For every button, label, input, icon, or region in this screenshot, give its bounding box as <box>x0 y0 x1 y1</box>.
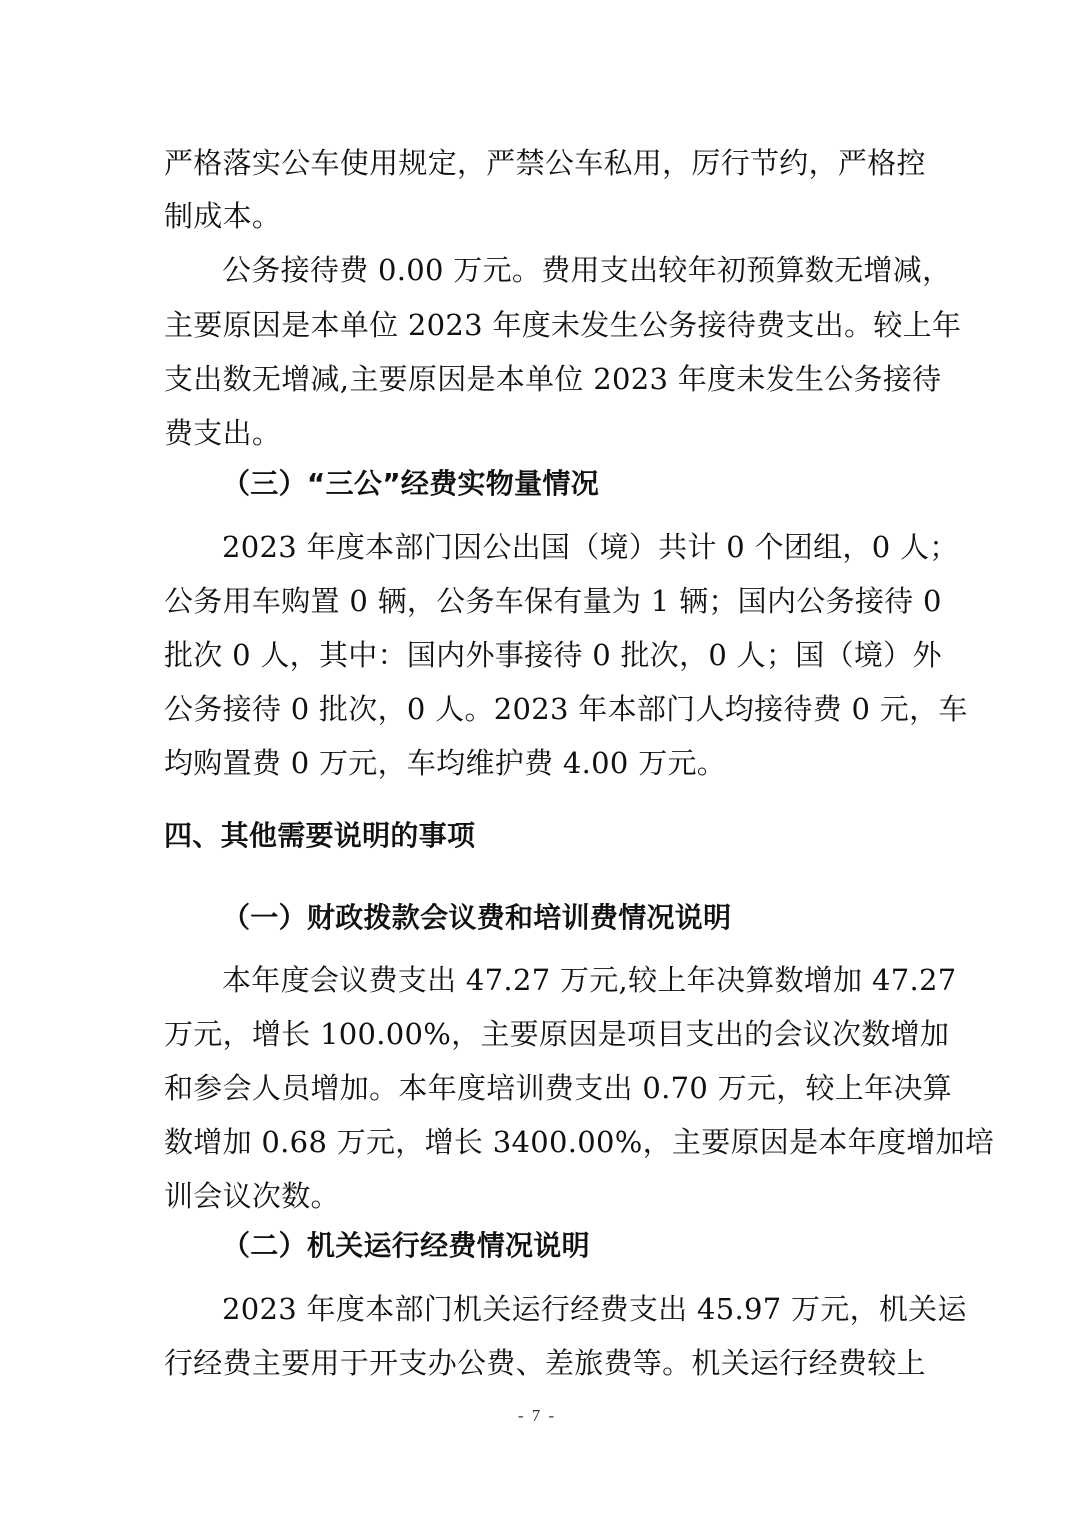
section-heading-2: （二）机关运行经费情况说明 <box>222 1229 590 1262</box>
body-line: 支出数无增减,主要原因是本单位 2023 年度未发生公务接待 <box>164 362 942 396</box>
body-line: 和参会人员增加。本年度培训费支出 0.70 万元，较上年决算 <box>164 1071 953 1105</box>
body-line: 行经费主要用于开支办公费、差旅费等。机关运行经费较上 <box>164 1346 926 1380</box>
section-heading-1: （一）财政拨款会议费和培训费情况说明 <box>222 901 732 934</box>
body-line: 数增加 0.68 万元，增长 3400.00%，主要原因是本年度增加培 <box>164 1125 995 1159</box>
paragraph-start-line: 2023 年度本部门机关运行经费支出 45.97 万元，机关运 <box>222 1292 967 1326</box>
paragraph-start-line: 本年度会议费支出 47.27 万元,较上年决算数增加 47.27 <box>222 963 957 997</box>
paragraph-start-line: 公务接待费 0.00 万元。费用支出较年初预算数无增减， <box>222 253 952 287</box>
paragraph-start-line: 2023 年度本部门因公出国（境）共计 0 个团组，0 人； <box>222 530 959 564</box>
body-line: 费支出。 <box>164 416 282 450</box>
chapter-heading-4: 四、其他需要说明的事项 <box>164 819 476 852</box>
body-line: 主要原因是本单位 2023 年度未发生公务接待费支出。较上年 <box>164 308 962 342</box>
body-line: 均购置费 0 万元，车均维护费 4.00 万元。 <box>164 746 727 780</box>
body-line: 训会议次数。 <box>164 1179 340 1213</box>
body-line: 批次 0 人，其中：国内外事接待 0 批次，0 人；国（境）外 <box>164 638 942 672</box>
body-line: 公务用车购置 0 辆，公务车保有量为 1 辆；国内公务接待 0 <box>164 584 942 618</box>
body-line: 严格落实公车使用规定，严禁公车私用，厉行节约，严格控 <box>164 146 926 180</box>
body-line: 公务接待 0 批次，0 人。2023 年本部门人均接待费 0 元，车 <box>164 692 968 726</box>
page-number: - 7 - <box>517 1406 557 1425</box>
section-heading-3: （三）“三公”经费实物量情况 <box>222 467 600 500</box>
body-line: 万元，增长 100.00%，主要原因是项目支出的会议次数增加 <box>164 1017 950 1051</box>
body-line: 制成本。 <box>164 199 282 233</box>
